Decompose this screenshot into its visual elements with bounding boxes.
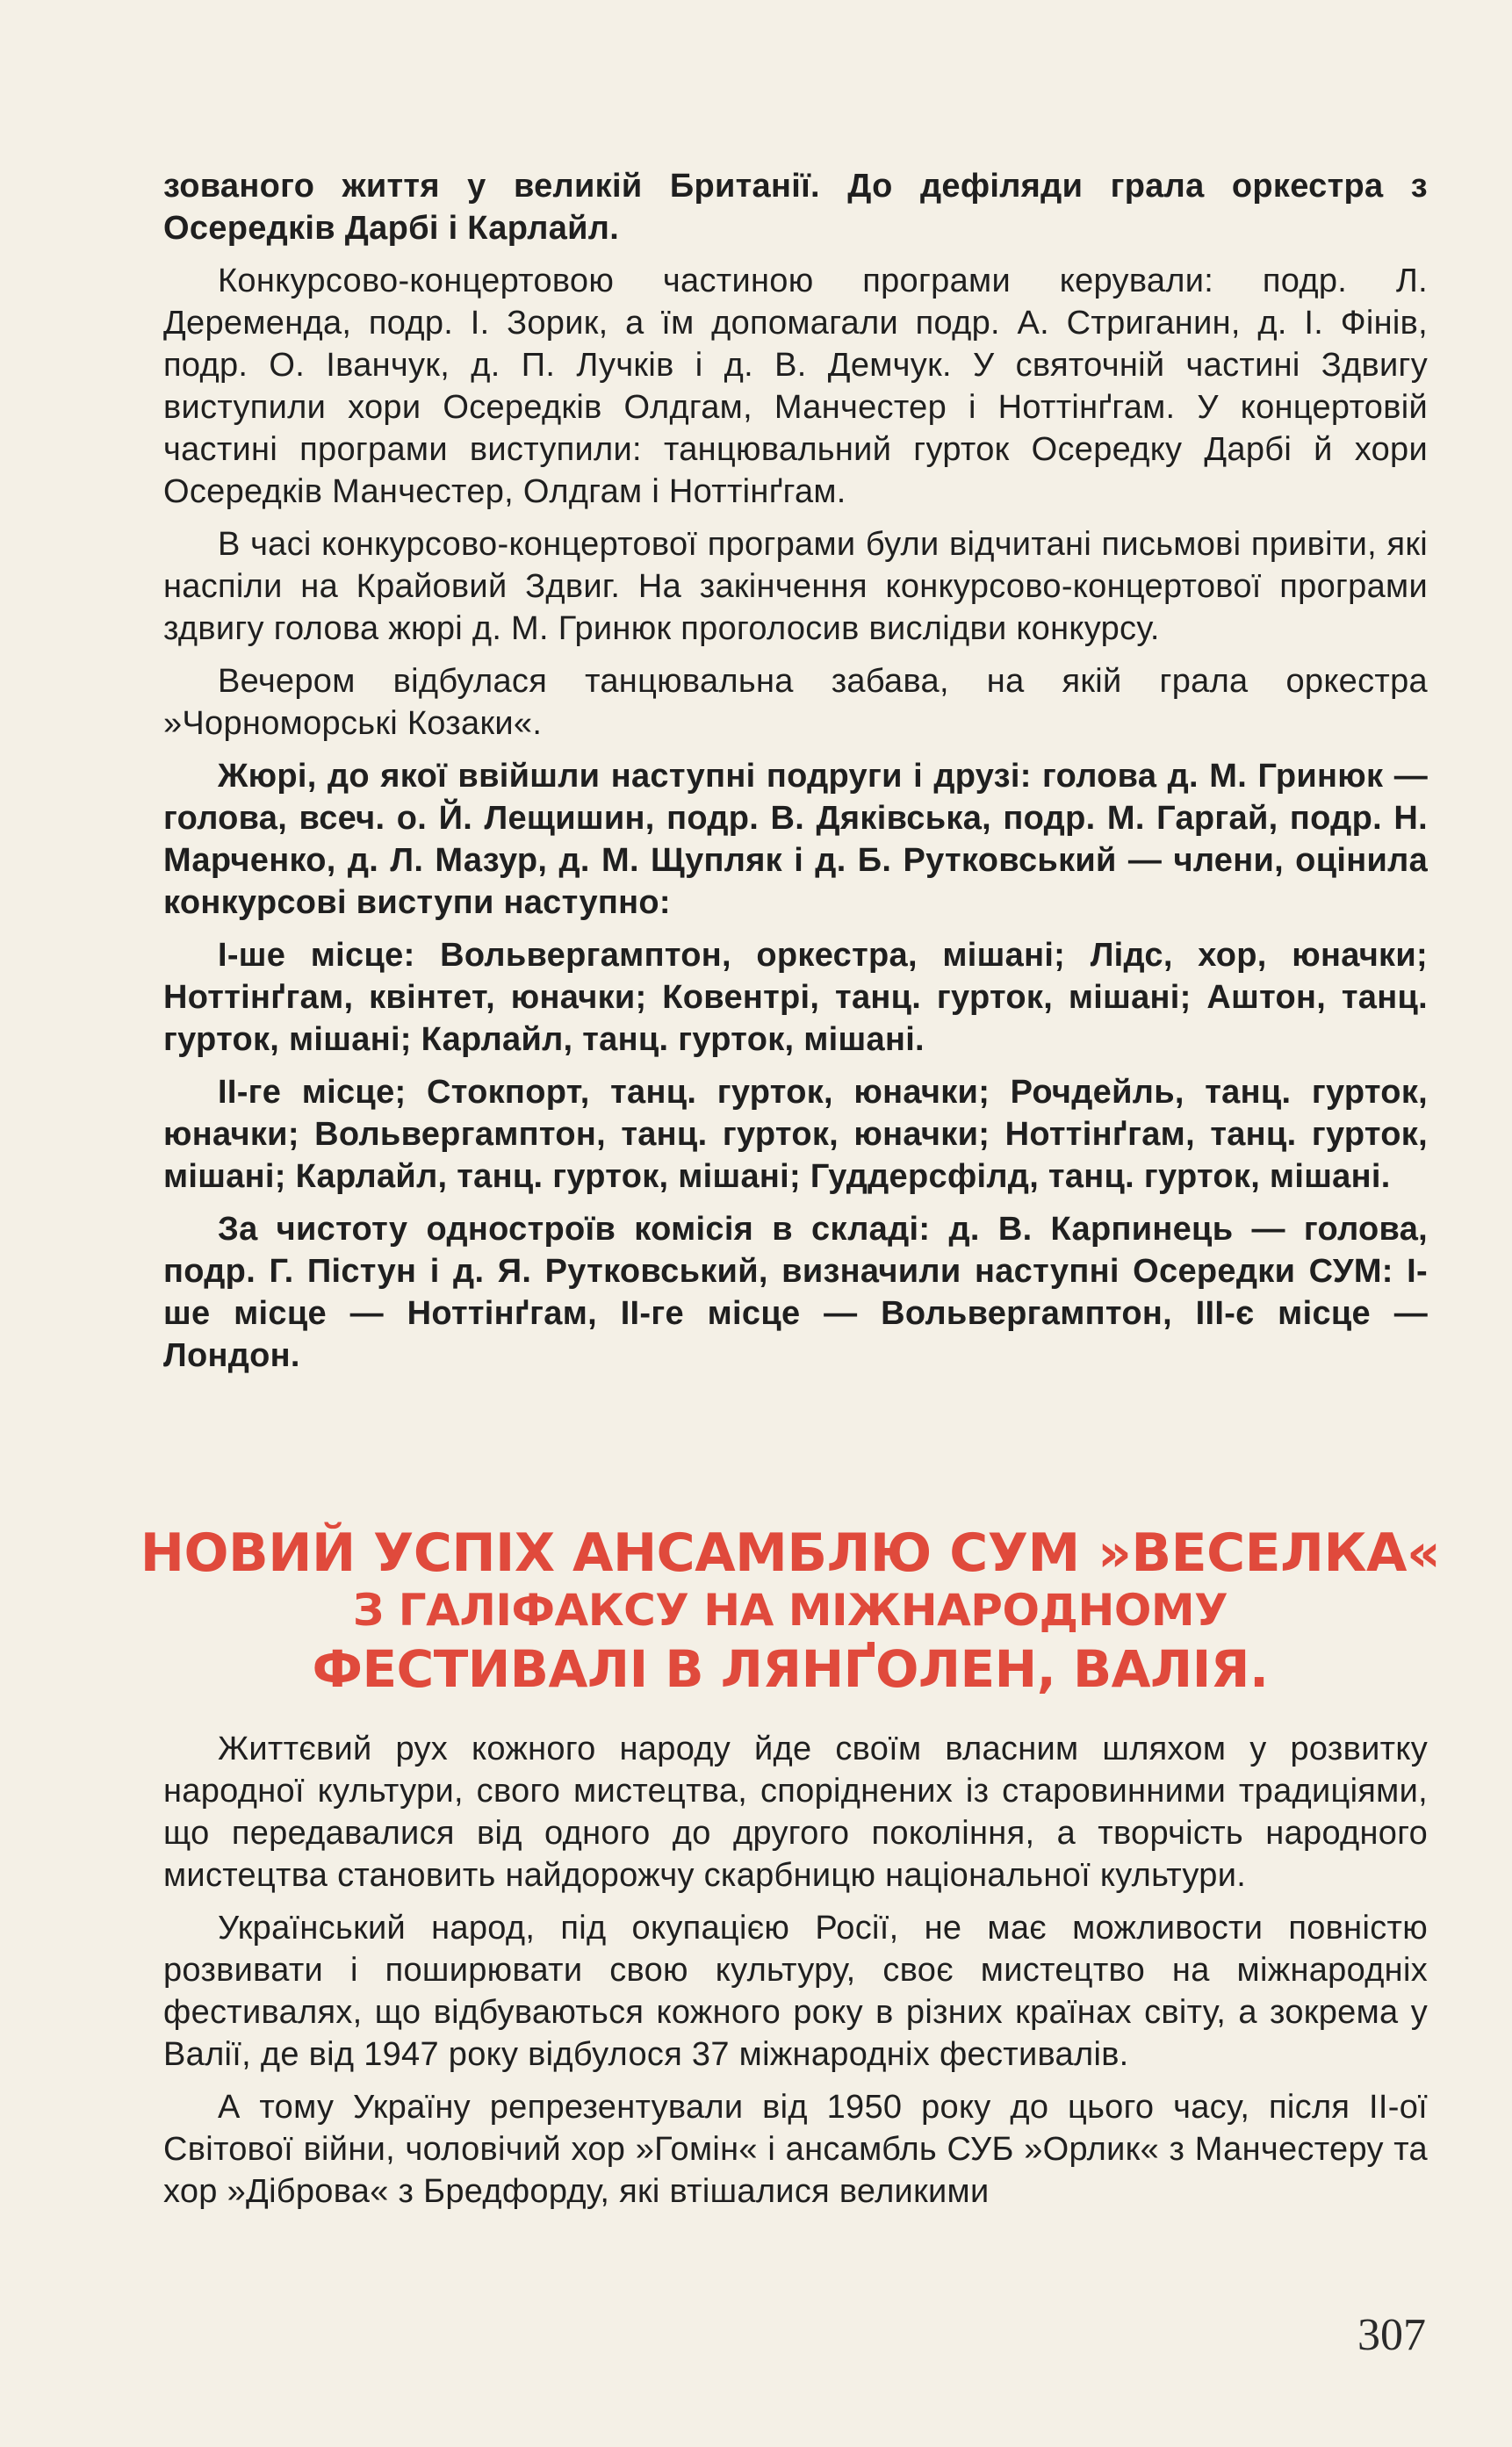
continued-article	[163, 165, 1428, 1387]
paragraph-program-leaders: Конкурсово-концертовою частиною програми керували: подр. Л. Деременда, подр. І. Зорик, а їм допомагали подр. А. Стриганин, д. І. Фінів, подр. О. Іванчук, д. П. Лучків і д. В. Демчук. У святочній частині Здвигу виступили хори Осередків Олдгам, Манчестер і Ноттінґгам. У концертовій частині програми виступили: танцювальний гурток Осередку Дарбі й хори Осередків Манчестер, Олдгам і Ноттінґгам.	[163, 263, 1428, 510]
page-number: 307	[1357, 2310, 1426, 2360]
paragraph-greetings: В часі конкурсово-концертової програми були відчитані письмові привіти, які наспіли на Крайовий Здвиг. На закінчення конкурсово-концертової програми здвигу голова жюрі д. М. Гринюк проголосив вислідви конкурсу.	[163, 526, 1428, 647]
paragraph-intro: Життєвий рух кожного народу йде своїм власним шляхом у розвитку народної культури, свого мистецтва, споріднених із старовинними традиціями, що передавалися від одного до другого покоління, а творчість народного мистецтва становить найдорожчу скарбницю національної культури.	[163, 1731, 1428, 1894]
paragraph-first-place: І-ше місце: Вольвергамптон, оркестра, мішані; Лідс, хор, юначки; Ноттінґгам, квінтет, юначки; Ковентрі, танц. гурток, мішані; Аштон, танц. гурток, мішані; Карлайл, танц. гурток, мішані.	[163, 937, 1428, 1058]
paragraph-continuation: зованого життя у великій Британії. До дефіляди грала оркестра з Осередків Дарбі і Карлайл.	[163, 168, 1428, 247]
paragraph-uniforms: За чистоту одностроїв комісія в складі: д. В. Карпинець — голова, подр. Г. Пістун і д. Я. Рутковський, визначили наступні Осередки СУМ: І-ше місце — Ноттінґгам, ІІ-ге місце — Вольвергамптон, ІІІ-є місце — Лондон.	[163, 1211, 1428, 1374]
paragraph-ukrainian-people: Український народ, під окупацією Росії, не має можливости повністю розвивати і поширювати свою культуру, своє мистецтво на міжнародніх фестивалях, що відбуваються кожного року в різних країнах світу, а зокрема у Валії, де від 1947 року відбулося 37 міжнародніх фестивалів.	[163, 1910, 1428, 2073]
new-article-body	[163, 1728, 1428, 2223]
headline-line-2: З ГАЛІФАКСУ НА МІЖНАРОДНОМУ	[352, 1585, 1228, 1636]
paragraph-evening-dance: Вечером відбулася танцювальна забава, на якій грала оркестра »Чорноморські Козаки«.	[163, 663, 1428, 742]
paragraph-second-place: ІІ-ге місце; Стокпорт, танц. гурток, юначки; Рочдейль, танц. гурток, юначки; Вольвергамптон, танц. гурток, юначки; Ноттінґгам, танц. гурток, мішані; Карлайл, танц. гурток, мішані; Гуддерсфілд, танц. гурток, мішані.	[163, 1074, 1428, 1195]
paragraph-representation: А тому Україну репрезентували від 1950 року до цього часу, після ІІ-ої Світової війни, чоловічий хор »Гомін« і ансамбль СУБ »Орлик« з Манчестеру та хор »Діброва« з Бредфорду, які втішалися великими	[163, 2089, 1428, 2210]
headline-line-1: НОВИЙ УСПІХ АНСАМБЛЮ СУМ »ВЕСЕЛКА«	[140, 1522, 1441, 1584]
paragraph-jury: Жюрі, до якої ввійшли наступні подруги і друзі: голова д. М. Гринюк — голова, всеч. о. Й. Лещишин, подр. В. Дяківська, подр. М. Гаргай, подр. Н. Марченко, д. Л. Мазур, д. М. Щупляк і д. Б. Рутковський — члени, оцінила конкурсові виступи наступно:	[163, 758, 1428, 921]
article-headline	[132, 1523, 1449, 1701]
headline-line-3: ФЕСТИВАЛІ В ЛЯНҐОЛЕН, ВАЛІЯ.	[312, 1639, 1269, 1699]
